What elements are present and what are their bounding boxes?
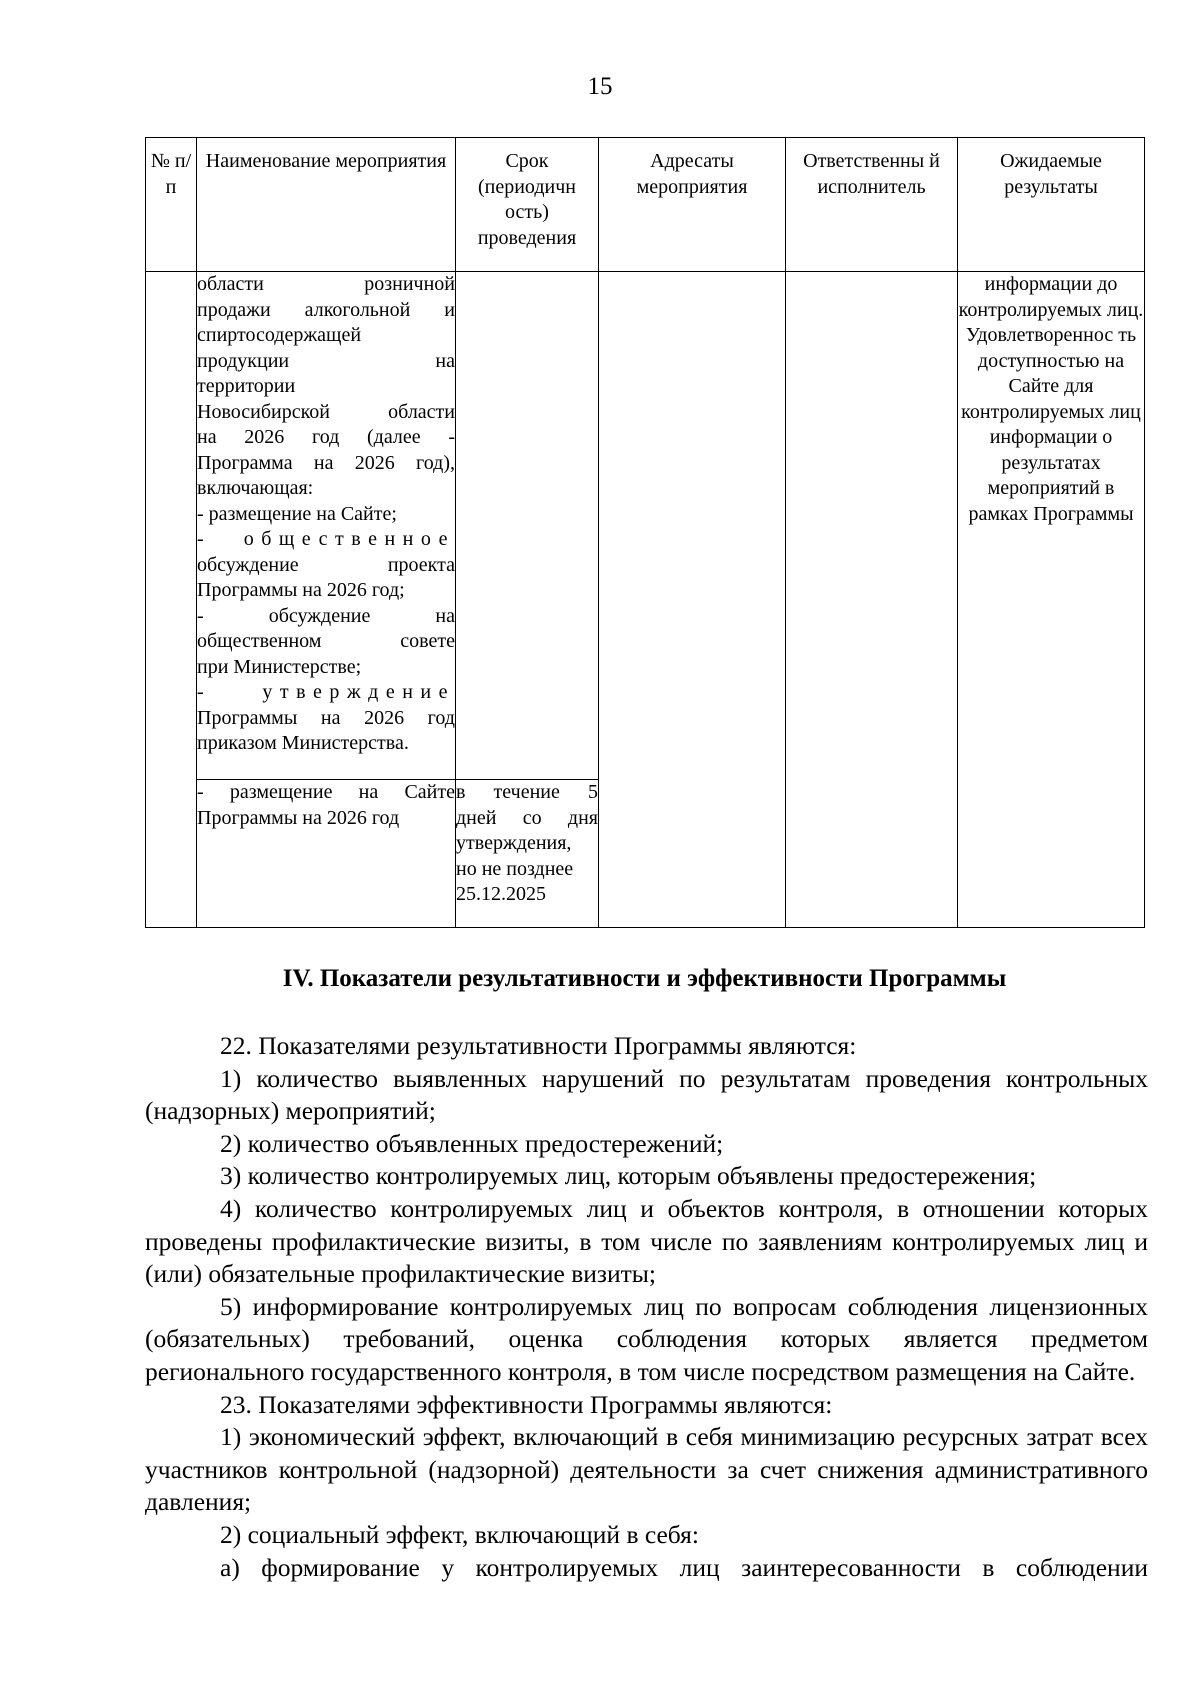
text-line: Программы на 2026 год	[197, 806, 400, 829]
header-name: Наименование мероприятия	[197, 138, 456, 272]
text-line: Программы на 2026 год	[197, 706, 455, 729]
text-line: обсуждение проекта	[197, 553, 455, 576]
table-header-row	[146, 138, 1145, 272]
header-results: Ожидаемые результаты	[958, 138, 1145, 272]
body-text	[145, 1030, 1148, 1584]
text-line: общественном совете	[197, 630, 455, 652]
header-number: № п/п	[146, 138, 197, 272]
text-line: продажи алкогольной и	[197, 298, 455, 321]
text-line: в течение 5	[456, 781, 598, 803]
cell-term-empty	[456, 272, 599, 780]
cell-expected-results: информации до контролируемых лиц. Удовлетвореннос ть доступностью на Сайте для контролируемых лиц информации о результатах мероприятий в рамках Программы	[958, 272, 1145, 928]
text-line: утверждения,	[456, 832, 572, 854]
text-line: - утверждение	[197, 681, 455, 703]
header-term: Срок (периодичн ость) проведения	[456, 138, 599, 272]
cell-responsible	[786, 272, 958, 928]
cell-number	[146, 272, 197, 928]
text-line: приказом Министерства.	[197, 732, 409, 754]
paragraph: 1) количество выявленных нарушений по результатам проведения контрольных (надзорных) мероприятий;	[145, 1063, 1148, 1126]
text-line: дней со дня	[456, 806, 598, 829]
cell-measure-name	[197, 272, 456, 780]
text-line: области розничной	[197, 273, 455, 295]
text-line: - обсуждение на	[197, 604, 455, 627]
paragraph: 2) социальный эффект, включающий в себя:	[220, 1519, 699, 1549]
page-number: 15	[587, 73, 613, 100]
text-line: на 2026 год (далее -	[197, 426, 455, 448]
cell-term	[456, 780, 599, 928]
header-addressees: Адресаты мероприятия	[599, 138, 786, 272]
measures-table	[145, 137, 1145, 928]
text-line: продукции на	[197, 349, 455, 372]
text-line: спиртосодержащей	[197, 324, 362, 346]
text-line: - общественное	[197, 528, 455, 550]
text-line: но не позднее	[456, 857, 574, 880]
text-line: - размещение на Сайте;	[197, 502, 397, 525]
text-line: Программы на 2026 год;	[197, 579, 405, 601]
text-line: территории	[197, 375, 296, 397]
table-row	[146, 272, 1145, 780]
paragraph: 1) экономический эффект, включающий в себя минимизацию ресурсных затрат всех участников контрольной (надзорной) деятельности за счет снижения административного давления;	[145, 1422, 1148, 1517]
paragraph: 22. Показателями результативности Программы являются:	[220, 1031, 857, 1060]
paragraph: 4) количество контролируемых лиц и объектов контроля, в отношении которых проведены профилактические визиты, в том числе по заявлениям контролируемых лиц и (или) обязательные профилактические визиты;	[145, 1193, 1148, 1289]
paragraph: 23. Показателями эффективности Программы являются:	[220, 1389, 833, 1419]
cell-measure-name	[197, 780, 456, 928]
text-line: Программа на 2026 год),	[197, 451, 455, 474]
section-heading: IV. Показатели результативности и эффективности Программы	[282, 965, 1007, 992]
cell-addressees	[599, 272, 786, 928]
paragraph: 2) количество объявленных предостережений;	[220, 1128, 724, 1158]
text-line: включающая:	[197, 477, 314, 499]
paragraph: 5) информирование контролируемых лиц по вопросам соблюдения лицензионных (обязательных) требований, оценка соблюдения которых является предметом регионального государственного контроля, в том числе посредством размещения на Сайте.	[145, 1291, 1148, 1386]
paragraph: 3) количество контролируемых лиц, которым объявлены предостережения;	[220, 1161, 1037, 1191]
text-line: Новосибирской области	[197, 400, 455, 423]
text-line: 25.12.2025	[456, 883, 546, 905]
text-line: - размещение на Сайте	[197, 781, 455, 803]
text-line: при Министерстве;	[197, 655, 362, 678]
paragraph: а) формирование у контролируемых лиц заинтересованности в соблюдении	[220, 1552, 1148, 1582]
header-responsible: Ответственны й исполнитель	[786, 138, 958, 272]
